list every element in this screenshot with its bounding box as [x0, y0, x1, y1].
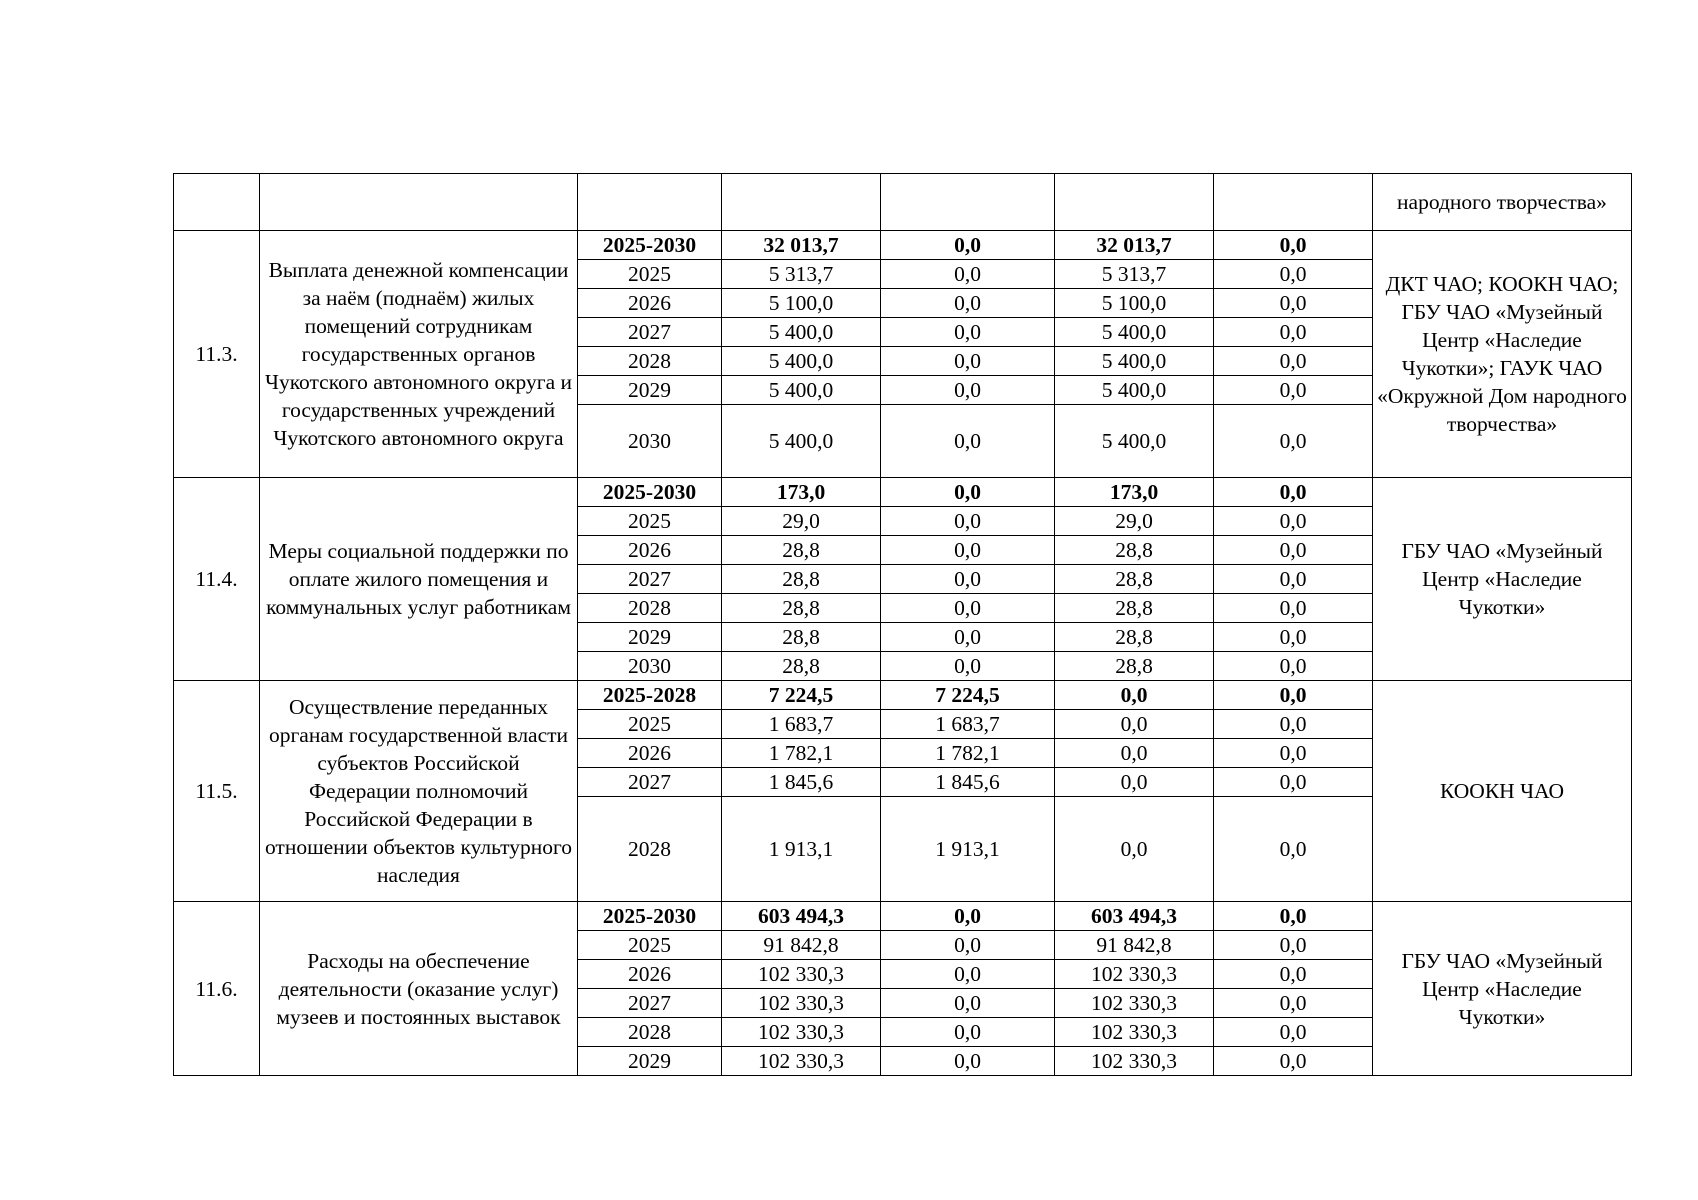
section-total-row [174, 681, 1632, 710]
empty-cell [1214, 174, 1373, 231]
section-total-row [174, 231, 1632, 260]
total-cell: 7 224,5 [722, 681, 881, 710]
funding-cell: 102 330,3 [1055, 989, 1214, 1018]
funding-cell: 28,8 [1055, 536, 1214, 565]
funding-cell: 0,0 [1214, 289, 1373, 318]
total-cell: 5 313,7 [722, 260, 881, 289]
period-cell: 2025-2030 [578, 478, 722, 507]
period-cell: 2028 [578, 1018, 722, 1047]
funding-cell: 0,0 [1214, 623, 1373, 652]
item-number: 11.5. [174, 681, 260, 902]
funding-cell: 29,0 [1055, 507, 1214, 536]
funding-cell: 0,0 [1214, 376, 1373, 405]
funding-cell: 0,0 [881, 1047, 1055, 1076]
period-cell: 2028 [578, 347, 722, 376]
funding-cell: 5 400,0 [1055, 376, 1214, 405]
period-cell: 2025 [578, 931, 722, 960]
funding-cell: 5 100,0 [1055, 289, 1214, 318]
section-total-row [174, 478, 1632, 507]
executor-cell: ГБУ ЧАО «Музейный Центр «Наследие Чукотки» [1373, 902, 1632, 1076]
funding-cell: 1 683,7 [881, 710, 1055, 739]
total-cell: 28,8 [722, 536, 881, 565]
executor-cell: КООКН ЧАО [1373, 681, 1632, 902]
funding-cell: 28,8 [1055, 652, 1214, 681]
funding-cell: 0,0 [1214, 681, 1373, 710]
funding-cell: 0,0 [1214, 405, 1373, 478]
funding-cell: 0,0 [1055, 768, 1214, 797]
funding-cell: 0,0 [1214, 739, 1373, 768]
funding-cell: 102 330,3 [1055, 1047, 1214, 1076]
funding-cell: 0,0 [1214, 478, 1373, 507]
period-cell: 2029 [578, 623, 722, 652]
funding-cell: 0,0 [1214, 768, 1373, 797]
total-cell: 1 683,7 [722, 710, 881, 739]
funding-cell: 0,0 [1214, 989, 1373, 1018]
funding-cell: 0,0 [1214, 931, 1373, 960]
funding-cell: 1 913,1 [881, 797, 1055, 902]
period-cell: 2025-2028 [578, 681, 722, 710]
period-cell: 2027 [578, 989, 722, 1018]
executor-cell: ДКТ ЧАО; КООКН ЧАО; ГБУ ЧАО «Музейный Центр «Наследие Чукотки»; ГАУК ЧАО «Окружной Дом народного творчества» [1373, 231, 1632, 478]
funding-cell: 0,0 [1214, 347, 1373, 376]
total-cell: 28,8 [722, 652, 881, 681]
funding-cell: 0,0 [1055, 681, 1214, 710]
funding-cell: 603 494,3 [1055, 902, 1214, 931]
total-cell: 5 400,0 [722, 405, 881, 478]
item-name: Выплата денежной компенсации за наём (поднаём) жилых помещений сотрудникам государственных органов Чукотского автономного округа и государственных учреждений Чукотского автономного округа [260, 231, 578, 478]
funding-cell: 0,0 [881, 960, 1055, 989]
funding-cell: 0,0 [1214, 797, 1373, 902]
total-cell: 102 330,3 [722, 989, 881, 1018]
item-name: Осуществление переданных органам государственной власти субъектов Российской Федерации полномочий Российской Федерации в отношении объектов культурного наследия [260, 681, 578, 902]
item-name: Меры социальной поддержки по оплате жилого помещения и коммунальных услуг работникам [260, 478, 578, 681]
funding-cell: 28,8 [1055, 594, 1214, 623]
funding-cell: 0,0 [1214, 1047, 1373, 1076]
total-cell: 5 400,0 [722, 347, 881, 376]
funding-cell: 5 400,0 [1055, 318, 1214, 347]
period-cell: 2025-2030 [578, 231, 722, 260]
funding-cell: 0,0 [1055, 739, 1214, 768]
funding-cell: 102 330,3 [1055, 1018, 1214, 1047]
total-cell: 28,8 [722, 565, 881, 594]
period-cell: 2027 [578, 768, 722, 797]
funding-cell: 0,0 [1055, 710, 1214, 739]
period-cell: 2026 [578, 960, 722, 989]
item-number: 11.3. [174, 231, 260, 478]
total-cell: 32 013,7 [722, 231, 881, 260]
funding-cell: 0,0 [881, 478, 1055, 507]
executor-cell: народного творчества» [1373, 174, 1632, 231]
item-number: 11.4. [174, 478, 260, 681]
funding-cell: 1 782,1 [881, 739, 1055, 768]
funding-cell: 7 224,5 [881, 681, 1055, 710]
funding-cell: 0,0 [881, 405, 1055, 478]
item-number: 11.6. [174, 902, 260, 1076]
period-cell: 2025 [578, 260, 722, 289]
funding-cell: 0,0 [881, 347, 1055, 376]
total-cell: 29,0 [722, 507, 881, 536]
period-cell: 2025 [578, 710, 722, 739]
total-cell: 1 913,1 [722, 797, 881, 902]
funding-cell: 0,0 [881, 507, 1055, 536]
funding-cell: 0,0 [881, 989, 1055, 1018]
funding-cell: 0,0 [881, 931, 1055, 960]
funding-cell: 0,0 [881, 652, 1055, 681]
period-cell: 2025 [578, 507, 722, 536]
funding-cell: 0,0 [1214, 710, 1373, 739]
funding-cell: 0,0 [1214, 507, 1373, 536]
funding-cell: 0,0 [881, 1018, 1055, 1047]
period-cell: 2026 [578, 536, 722, 565]
funding-cell: 0,0 [881, 565, 1055, 594]
period-cell: 2026 [578, 739, 722, 768]
funding-cell: 0,0 [1214, 318, 1373, 347]
total-cell: 91 842,8 [722, 931, 881, 960]
funding-cell: 0,0 [1214, 594, 1373, 623]
funding-cell: 0,0 [1214, 652, 1373, 681]
funding-cell: 5 313,7 [1055, 260, 1214, 289]
period-cell: 2029 [578, 376, 722, 405]
total-cell: 28,8 [722, 594, 881, 623]
funding-cell: 0,0 [881, 623, 1055, 652]
total-cell: 1 782,1 [722, 739, 881, 768]
funding-cell: 0,0 [1214, 960, 1373, 989]
empty-cell [881, 174, 1055, 231]
funding-cell: 0,0 [881, 318, 1055, 347]
period-cell: 2030 [578, 405, 722, 478]
total-cell: 1 845,6 [722, 768, 881, 797]
total-cell: 102 330,3 [722, 1018, 881, 1047]
item-name: Расходы на обеспечение деятельности (оказание услуг) музеев и постоянных выставок [260, 902, 578, 1076]
total-cell: 5 100,0 [722, 289, 881, 318]
empty-cell [1055, 174, 1214, 231]
period-cell: 2027 [578, 565, 722, 594]
funding-cell: 5 400,0 [1055, 347, 1214, 376]
funding-cell: 0,0 [881, 594, 1055, 623]
total-cell: 102 330,3 [722, 1047, 881, 1076]
period-cell: 2030 [578, 652, 722, 681]
period-cell: 2025-2030 [578, 902, 722, 931]
funding-cell: 0,0 [1055, 797, 1214, 902]
funding-cell: 91 842,8 [1055, 931, 1214, 960]
period-cell: 2028 [578, 797, 722, 902]
funding-cell: 102 330,3 [1055, 960, 1214, 989]
funding-cell: 0,0 [881, 231, 1055, 260]
funding-cell: 0,0 [881, 260, 1055, 289]
funding-cell: 0,0 [881, 902, 1055, 931]
funding-cell: 0,0 [1214, 536, 1373, 565]
total-cell: 28,8 [722, 623, 881, 652]
funding-cell: 0,0 [1214, 565, 1373, 594]
funding-cell: 0,0 [881, 376, 1055, 405]
period-cell: 2029 [578, 1047, 722, 1076]
empty-cell [722, 174, 881, 231]
funding-cell: 28,8 [1055, 565, 1214, 594]
empty-cell [260, 174, 578, 231]
period-cell: 2026 [578, 289, 722, 318]
period-cell: 2028 [578, 594, 722, 623]
funding-cell: 0,0 [881, 536, 1055, 565]
funding-cell: 173,0 [1055, 478, 1214, 507]
total-cell: 173,0 [722, 478, 881, 507]
funding-cell: 0,0 [1214, 260, 1373, 289]
funding-cell: 28,8 [1055, 623, 1214, 652]
funding-cell: 0,0 [1214, 231, 1373, 260]
funding-cell: 5 400,0 [1055, 405, 1214, 478]
budget-table [173, 173, 1632, 1076]
executor-cell: ГБУ ЧАО «Музейный Центр «Наследие Чукотки» [1373, 478, 1632, 681]
funding-cell: 0,0 [1214, 1018, 1373, 1047]
funding-cell: 0,0 [1214, 902, 1373, 931]
total-cell: 5 400,0 [722, 376, 881, 405]
funding-cell: 0,0 [881, 289, 1055, 318]
funding-cell: 1 845,6 [881, 768, 1055, 797]
continuation-row [174, 174, 1632, 231]
total-cell: 603 494,3 [722, 902, 881, 931]
total-cell: 102 330,3 [722, 960, 881, 989]
empty-cell [174, 174, 260, 231]
empty-cell [578, 174, 722, 231]
total-cell: 5 400,0 [722, 318, 881, 347]
period-cell: 2027 [578, 318, 722, 347]
funding-cell: 32 013,7 [1055, 231, 1214, 260]
section-total-row [174, 902, 1632, 931]
